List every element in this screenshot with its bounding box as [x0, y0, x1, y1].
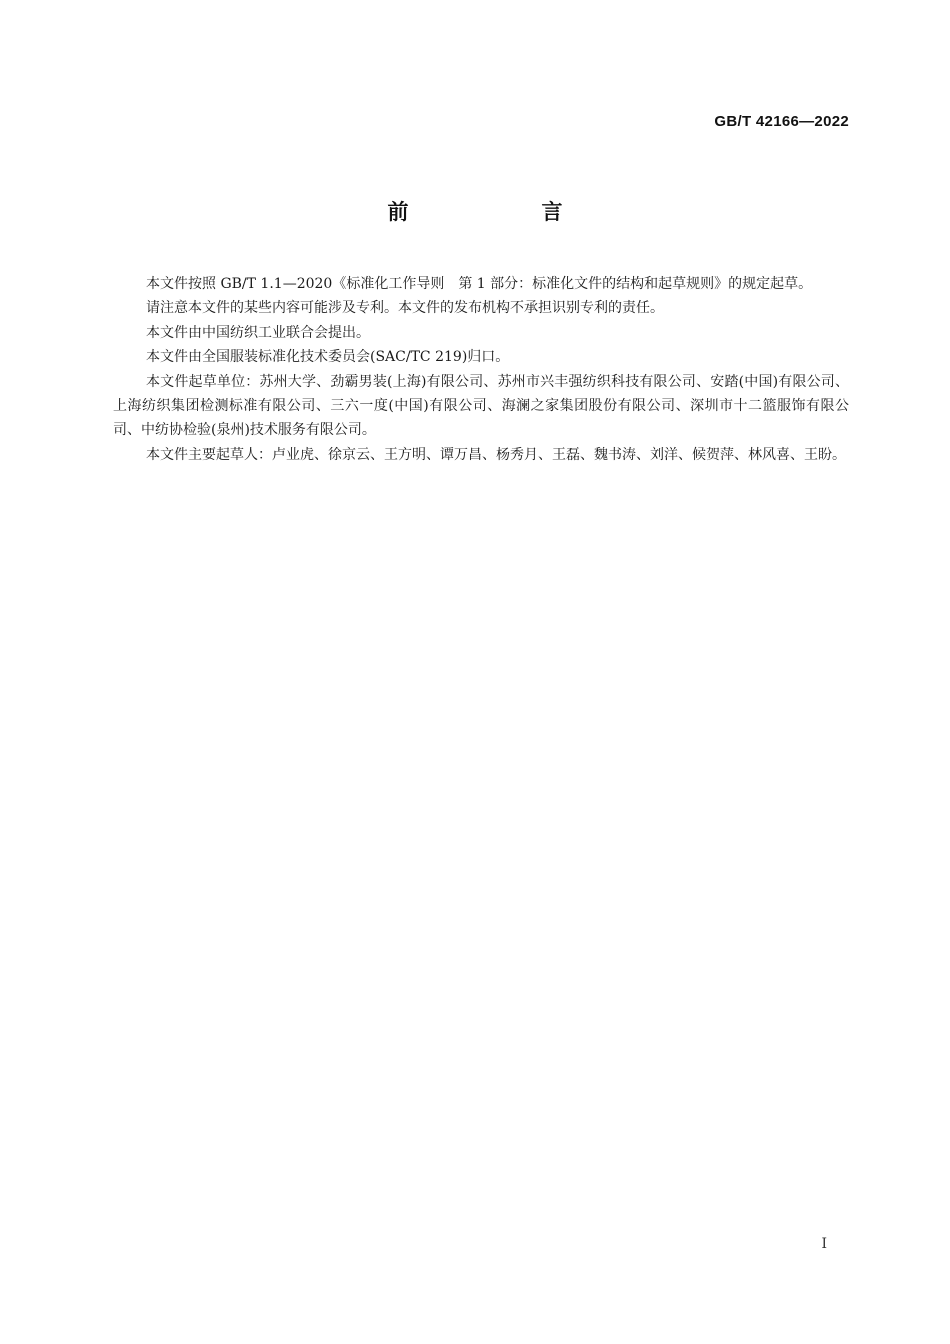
foreword-body [113, 272, 849, 467]
page-number: I [821, 1236, 827, 1252]
paragraph-patent-notice: 请注意本文件的某些内容可能涉及专利。本文件的发布机构不承担识别专利的责任。 [146, 300, 664, 317]
standard-code: GB/T 42166—2022 [714, 113, 849, 130]
paragraph-technical-committee: 本文件由全国服装标准化技术委员会(SAC/TC 219)归口。 [146, 349, 510, 366]
paragraph-drafting-units: 本文件起草单位：苏州大学、劲霸男装(上海)有限公司、苏州市兴丰强纺织科技有限公司、安踏(中国)有限公司、上海纺织集团检测标准有限公司、三六一度(中国)有限公司、海澜之家集团股份有限公司、深圳市十二篮服饰有限公司、中纺协检验(泉州)技术服务有限公司。 [113, 373, 849, 439]
paragraph-proposer: 本文件由中国纺织工业联合会提出。 [146, 324, 370, 341]
page-title: 前 言 [387, 200, 619, 224]
paragraph-main-drafters: 本文件主要起草人：卢业虎、徐京云、王方明、谭万昌、杨秀月、王磊、魏书涛、刘洋、候贺萍、林风喜、王盼。 [146, 446, 846, 463]
paragraph-drafting-rules: 本文件按照 GB/T 1.1—2020《标准化工作导则 第 1 部分：标准化文件的结构和起草规则》的规定起草。 [146, 276, 813, 292]
